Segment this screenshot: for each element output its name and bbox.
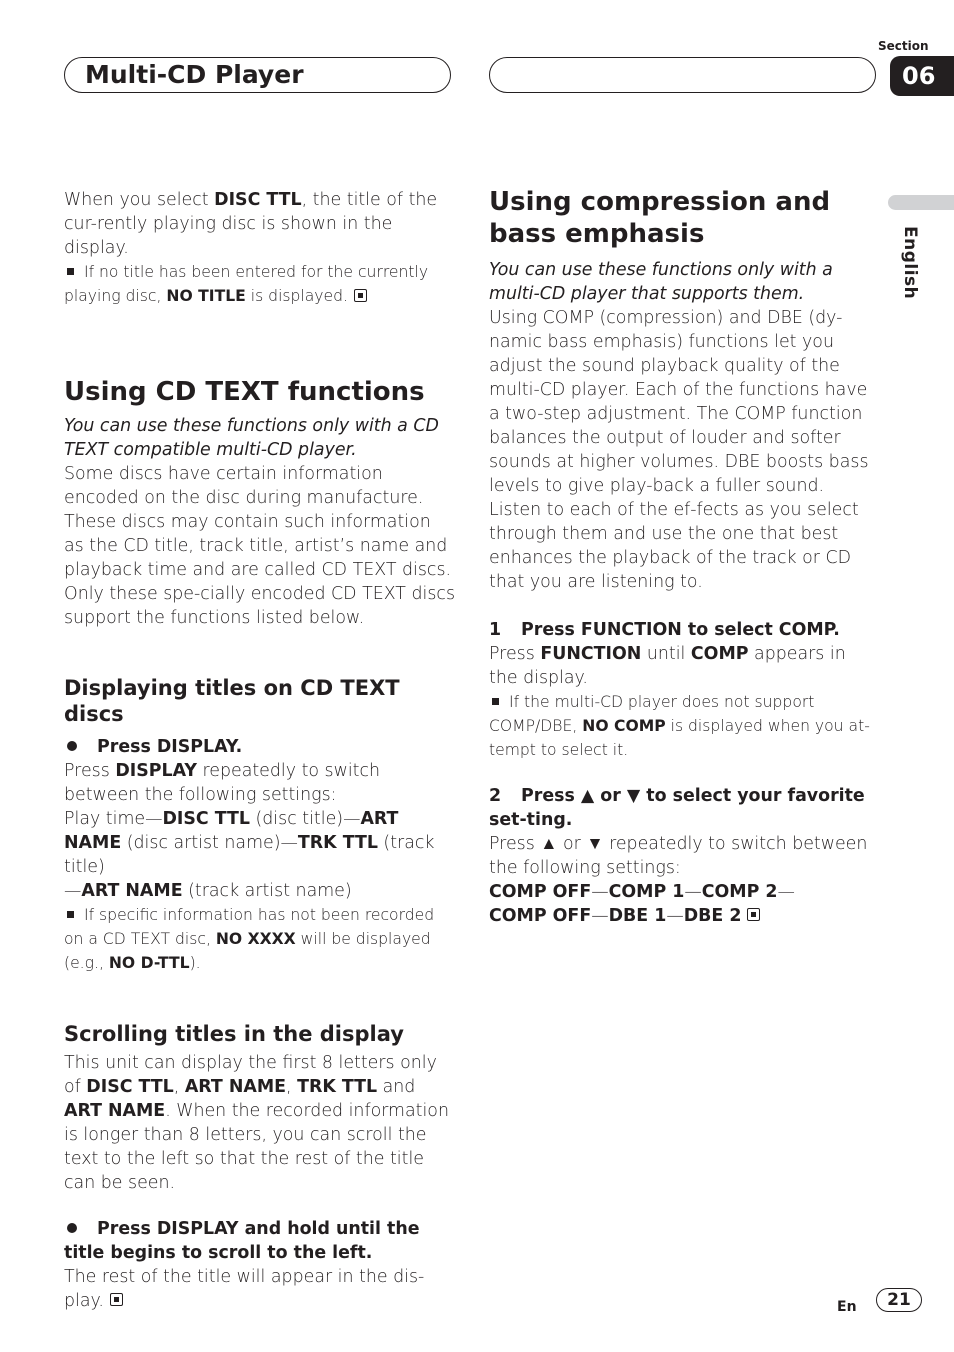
footer-language: En xyxy=(837,1299,857,1315)
compression-body: Using COMP (compression) and DBE (dy-namic bass emphasis) functions let you adjust the sound playback quality of the multi-CD player. Each of the functions have a two-step adjustment. The COMP function balances the output of louder and softer sounds at higher volumes. DBE boosts bass levels to give play-back a fuller sound. Listen to each of the ef-fects as you select through them and use the one that best enhances the playback of the track or CD that you are listening to. xyxy=(489,308,869,592)
step-1-note: If the multi-CD player does not support COMP/DBE, NO COMP is displayed when you at-tempt to select it. xyxy=(489,693,870,759)
step-1-title: 1 Press FUNCTION to select COMP. xyxy=(489,620,840,640)
display-titles-note: If specific information has not been recorded on a CD TEXT disc, NO XXXX will be displayed (e.g., NO D-TTL). xyxy=(64,906,435,972)
header-title-frame xyxy=(64,57,451,93)
right-column xyxy=(489,186,879,928)
display-titles-paragraph: Press DISPLAY repeatedly to switch between the following settings: xyxy=(64,761,381,805)
end-mark-icon xyxy=(110,1293,123,1306)
bullet-icon xyxy=(67,1223,77,1233)
language-label: English xyxy=(900,226,920,300)
scrolling-bullet: Press DISPLAY and hold until the title begins to scroll to the left. xyxy=(64,1219,420,1263)
intro-paragraph: When you select DISC TTL, the title of the cur-rently playing disc is shown in the display. xyxy=(64,190,438,258)
scrolling-result: The rest of the title will appear in the dis-play. xyxy=(64,1267,425,1311)
note-square-icon xyxy=(67,268,74,275)
compression-heading: Using compression and bass emphasis xyxy=(489,187,831,249)
note-square-icon xyxy=(67,911,74,918)
cd-text-body: Some discs have certain information encoded on the disc during manufacture. These discs may contain such information as the CD title, track title, artist’s name and playback time and are called CD TEXT discs. Only these spe-cially encoded CD TEXT discs support the functions listed below. xyxy=(64,464,456,628)
section-label: Section xyxy=(878,39,929,53)
scrolling-heading: Scrolling titles in the display xyxy=(64,1022,404,1046)
end-mark-icon xyxy=(747,908,760,921)
cd-text-heading: Using CD TEXT functions xyxy=(64,377,425,407)
display-titles-sequence: Play time—DISC TTL (disc title)—ART NAME (disc artist name)—TRK TTL (track title) —ART NAME (track artist name) xyxy=(64,809,435,901)
display-titles-bullet: Press DISPLAY. xyxy=(64,735,456,759)
display-titles-heading: Displaying titles on CD TEXT discs xyxy=(64,676,400,726)
page-title: Multi-CD Player xyxy=(85,60,304,89)
bullet-icon xyxy=(67,741,77,751)
left-column xyxy=(64,188,456,1313)
header-blank-frame xyxy=(489,57,876,93)
compression-italic: You can use these functions only with a multi-CD player that supports them. xyxy=(489,260,833,304)
end-mark-icon xyxy=(354,289,367,302)
step-2-settings: COMP OFF—COMP 1—COMP 2— COMP OFF—DBE 1—DBE 2 xyxy=(489,882,795,926)
step-1-paragraph: Press FUNCTION until COMP appears in the display. xyxy=(489,644,846,688)
intro-note: If no title has been entered for the currently playing disc, NO TITLE is displayed. xyxy=(64,263,429,305)
note-square-icon xyxy=(492,698,499,705)
section-number: 06 xyxy=(902,62,936,90)
language-tab xyxy=(888,195,954,210)
page-number: 21 xyxy=(887,1290,911,1310)
scrolling-paragraph: This unit can display the first 8 letters only of DISC TTL, ART NAME, TRK TTL and ART NAME. When the recorded information is longer than 8 letters, you can scroll the text to the left so that the rest of the title can be seen. xyxy=(64,1053,449,1193)
step-2-paragraph: Press ▲ or ▼ repeatedly to switch between the following settings: xyxy=(489,834,868,878)
page-number-frame xyxy=(876,1288,922,1312)
section-number-badge xyxy=(890,56,954,96)
cd-text-italic: You can use these functions only with a CD TEXT compatible multi-CD player. xyxy=(64,416,439,460)
step-2-title: 2 Press ▲ or ▼ to select your favorite set-ting. xyxy=(489,786,865,830)
